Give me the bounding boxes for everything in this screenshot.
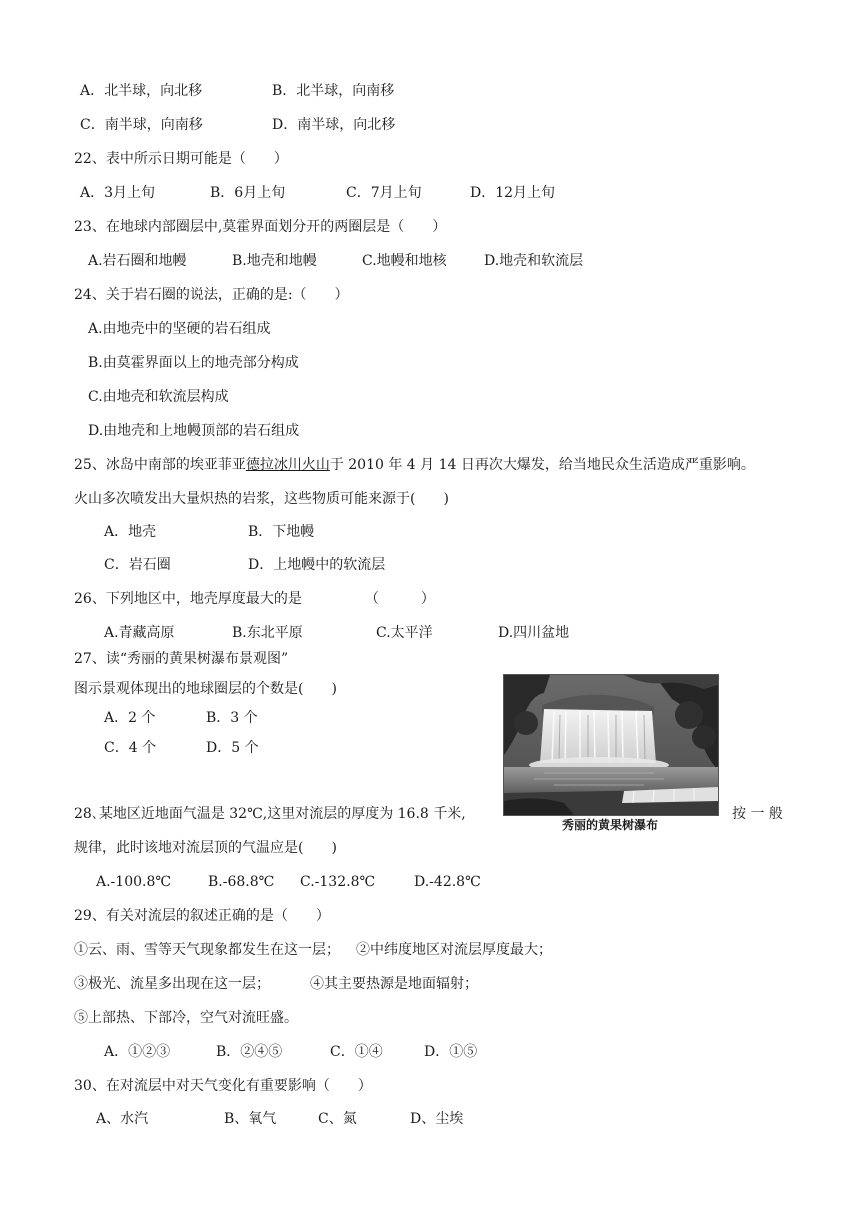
q24-stem: 24、关于岩石圈的说法，正确的是:（ ） bbox=[74, 287, 349, 303]
q30-option-a: A、水汽 bbox=[96, 1111, 149, 1127]
q27-stem: 27、读“秀丽的黄果树瀑布景观图” bbox=[74, 651, 289, 667]
q30-option-d: D、尘埃 bbox=[410, 1111, 464, 1127]
q28-stem-line2: 规律，此时该地对流层顶的气温应是( ) bbox=[74, 840, 337, 856]
q30-stem: 30、在对流层中对天气变化有重要影响（ ） bbox=[74, 1078, 372, 1094]
q30-option-c: C、氮 bbox=[318, 1111, 357, 1127]
q22-option-d: D．12月上旬 bbox=[470, 185, 556, 201]
q30-option-b: B、氧气 bbox=[224, 1111, 277, 1127]
q29-option-a: A．①②③ bbox=[104, 1044, 171, 1060]
q28-stem-tail: 按 一 般 bbox=[732, 806, 783, 822]
q29-statement-5: ⑤上部热、下部冷，空气对流旺盛。 bbox=[74, 1010, 298, 1026]
q28-option-a: A.-100.8℃ bbox=[96, 874, 172, 890]
q29-option-b: B．②④⑤ bbox=[216, 1044, 283, 1060]
q23-option-a: A.岩石圈和地幔 bbox=[88, 253, 187, 269]
q29-statement-4: ④其主要热源是地面辐射； bbox=[310, 976, 478, 992]
q29-statement-3: ③极光、流星多出现在这一层； bbox=[74, 976, 270, 992]
q21-option-c: C．南半球，向南移 bbox=[80, 117, 203, 133]
q21-option-a: A．北半球，向北移 bbox=[80, 83, 203, 99]
q26-stem: 26、下列地区中，地壳厚度最大的是 （ ） bbox=[74, 591, 435, 607]
q25-option-d: D．上地幔中的软流层 bbox=[248, 557, 386, 573]
q27-option-b: B．3 个 bbox=[206, 710, 258, 726]
q25-option-b: B．下地幔 bbox=[248, 524, 315, 540]
q25-stem-pre: 25、冰岛中南部的埃亚菲亚 bbox=[74, 457, 246, 473]
q23-stem: 23、在地球内部圈层中,莫霍界面划分开的两圈层是（ ） bbox=[74, 219, 447, 235]
q29-option-d: D．①⑤ bbox=[424, 1044, 478, 1060]
waterfall-photo bbox=[503, 674, 719, 816]
q29-statement-1: ①云、雨、雪等天气现象都发生在这一层； bbox=[74, 942, 340, 958]
q22-option-b: B．6月上旬 bbox=[210, 185, 286, 201]
q24-option-b: B.由莫霍界面以上的地壳部分构成 bbox=[88, 355, 299, 371]
waterfall-caption: 秀丽的黄果树瀑布 bbox=[561, 818, 658, 832]
q21-option-d: D．南半球，向北移 bbox=[272, 117, 396, 133]
q22-stem: 22、表中所示日期可能是（ ） bbox=[74, 151, 288, 167]
q28-option-b: B.-68.8℃ bbox=[208, 874, 275, 890]
q25-stem-underlined: 德拉冰川火山 bbox=[245, 457, 330, 473]
q26-option-d: D.四川盆地 bbox=[498, 625, 570, 641]
q25-option-a: A．地壳 bbox=[104, 524, 157, 540]
q26-option-c: C.太平洋 bbox=[376, 625, 433, 641]
q28-option-c: C.-132.8℃ bbox=[300, 874, 376, 890]
q28-option-d: D.-42.8℃ bbox=[414, 874, 481, 890]
q24-option-c: C.由地壳和软流层构成 bbox=[88, 389, 229, 405]
q28-stem: 28､某地区近地面气温是 32℃,这里对流层的厚度为 16.8 千米, bbox=[74, 806, 466, 822]
q25-stem-line2: 火山多次喷发出大量炽热的岩浆，这些物质可能来源于( ) bbox=[74, 491, 449, 507]
q23-option-c: C.地幔和地核 bbox=[362, 253, 447, 269]
q24-option-a: A.由地壳中的坚硬的岩石组成 bbox=[88, 321, 271, 337]
q25-stem-post: 于 2010 年 4 月 14 日再次大爆发，给当地民众生活造成严重影响。 bbox=[329, 457, 755, 473]
q22-option-a: A．3月上旬 bbox=[80, 185, 156, 201]
q29-statement-2: ②中纬度地区对流层厚度最大； bbox=[356, 942, 552, 958]
q27-stem-line2: 图示景观体现出的地球圈层的个数是( ) bbox=[74, 681, 337, 697]
q24-option-d: D.由地壳和上地幔顶部的岩石组成 bbox=[88, 423, 300, 439]
q29-stem: 29、有关对流层的叙述正确的是（ ） bbox=[74, 908, 330, 924]
q27-option-c: C．4 个 bbox=[104, 740, 157, 756]
q25-option-c: C．岩石圈 bbox=[104, 557, 171, 573]
q22-option-c: C．7月上旬 bbox=[346, 185, 422, 201]
q23-option-d: D.地壳和软流层 bbox=[484, 253, 584, 269]
q29-option-c: C．①④ bbox=[330, 1044, 383, 1060]
q26-option-a: A.青藏高原 bbox=[104, 625, 175, 641]
q26-option-b: B.东北平原 bbox=[232, 625, 303, 641]
q23-option-b: B.地壳和地幔 bbox=[232, 253, 317, 269]
q25-stem bbox=[74, 456, 755, 474]
q27-option-d: D．5 个 bbox=[206, 740, 259, 756]
q21-option-b: B．北半球，向南移 bbox=[272, 83, 395, 99]
q27-option-a: A．2 个 bbox=[104, 710, 156, 726]
